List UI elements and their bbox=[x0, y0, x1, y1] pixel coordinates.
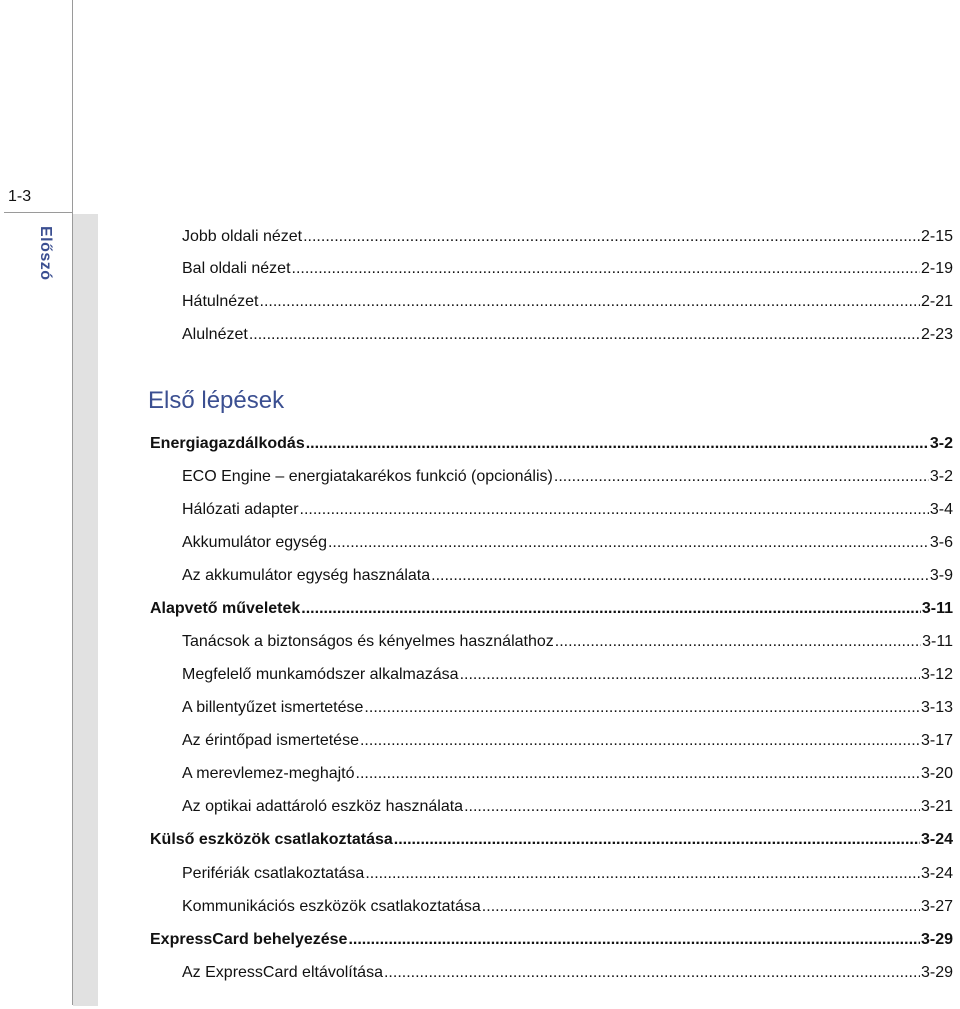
toc-entry-page: 3-24 bbox=[920, 831, 953, 848]
toc-entry-text: A merevlemez-meghajtó bbox=[182, 765, 355, 782]
toc-entry[interactable] bbox=[182, 864, 953, 884]
toc-entry-page: 3-13 bbox=[920, 699, 953, 716]
page-number: 1-3 bbox=[8, 188, 32, 205]
toc-entry[interactable] bbox=[150, 830, 953, 850]
section-heading: Első lépések bbox=[148, 387, 285, 414]
toc-entry-text: Jobb oldali nézet bbox=[182, 228, 303, 245]
toc-entry-text: Bal oldali nézet bbox=[182, 260, 291, 277]
toc-entry-text: ECO Engine – energiatakarékos funkció (opcionális) bbox=[182, 468, 553, 485]
toc-entry[interactable] bbox=[182, 698, 953, 718]
toc-entry[interactable] bbox=[182, 227, 953, 247]
toc-entry[interactable] bbox=[150, 434, 953, 454]
toc-entry-text: Perifériák csatlakoztatása bbox=[182, 865, 365, 882]
toc-entry-page: 3-4 bbox=[929, 501, 953, 518]
toc-entry-text: Hálózati adapter bbox=[182, 501, 299, 518]
toc-entry-text: Az optikai adattároló eszköz használata bbox=[182, 798, 464, 815]
toc-entry-page: 2-21 bbox=[920, 293, 953, 310]
toc-entry-page: 3-29 bbox=[920, 964, 953, 981]
toc-entry-text: Alulnézet bbox=[182, 326, 248, 343]
toc-leader-dots bbox=[360, 731, 920, 751]
toc-leader-dots bbox=[356, 764, 920, 784]
toc-leader-dots bbox=[365, 864, 920, 884]
toc-entry[interactable] bbox=[182, 500, 953, 520]
toc-entry[interactable] bbox=[182, 259, 953, 279]
side-tab bbox=[73, 214, 98, 1006]
toc-leader-dots bbox=[303, 227, 920, 247]
toc-entry[interactable] bbox=[182, 325, 953, 345]
toc-entry[interactable] bbox=[182, 467, 953, 487]
toc-entry-page: 3-9 bbox=[929, 567, 953, 584]
toc-entry-text: Az ExpressCard eltávolítása bbox=[182, 964, 383, 981]
toc-entry-page: 3-12 bbox=[920, 666, 953, 683]
toc-entry-text: Megfelelő munkamódszer alkalmazása bbox=[182, 666, 459, 683]
toc-entry-text: Akkumulátor egység bbox=[182, 534, 327, 551]
toc-entry-page: 3-11 bbox=[922, 633, 953, 650]
toc-entry[interactable] bbox=[182, 665, 953, 685]
toc-leader-dots bbox=[431, 566, 929, 586]
toc-entry-text: Energiagazdálkodás bbox=[150, 435, 305, 452]
toc-leader-dots bbox=[300, 500, 929, 520]
toc-entry[interactable] bbox=[150, 930, 953, 950]
toc-entry-page: 3-17 bbox=[920, 732, 953, 749]
toc-entry-page: 3-2 bbox=[929, 468, 953, 485]
toc-entry-page: 2-15 bbox=[920, 228, 953, 245]
toc-entry-text: Az akkumulátor egység használata bbox=[182, 567, 431, 584]
toc-entry-page: 3-11 bbox=[921, 600, 953, 617]
toc-leader-dots bbox=[328, 533, 929, 553]
toc-entry[interactable] bbox=[182, 533, 953, 553]
toc-leader-dots bbox=[394, 830, 920, 850]
toc-leader-dots bbox=[301, 599, 921, 619]
toc-leader-dots bbox=[364, 698, 920, 718]
toc-entry-page: 2-19 bbox=[920, 260, 953, 277]
side-chapter-title: Előszó bbox=[37, 226, 54, 281]
toc-leader-dots bbox=[292, 259, 920, 279]
toc-entry-text: A billentyűzet ismertetése bbox=[182, 699, 364, 716]
toc-entry-page: 3-20 bbox=[920, 765, 953, 782]
toc-entry-page: 3-24 bbox=[920, 865, 953, 882]
toc-entry-text: Alapvető műveletek bbox=[150, 600, 301, 617]
toc-leader-dots bbox=[384, 963, 920, 983]
toc-entry-page: 3-21 bbox=[920, 798, 953, 815]
toc-entry[interactable] bbox=[182, 566, 953, 586]
toc-entry[interactable] bbox=[182, 797, 953, 817]
toc-entry[interactable] bbox=[182, 764, 953, 784]
toc-entry[interactable] bbox=[182, 292, 953, 312]
toc-entry-page: 3-29 bbox=[920, 931, 953, 948]
toc-leader-dots bbox=[460, 665, 920, 685]
toc-leader-dots bbox=[306, 434, 929, 454]
toc-leader-dots bbox=[554, 467, 929, 487]
toc-entry-text: Az érintőpad ismertetése bbox=[182, 732, 359, 749]
toc-leader-dots bbox=[348, 930, 920, 950]
toc-entry[interactable] bbox=[150, 599, 953, 619]
toc-entry-text: Külső eszközök csatlakoztatása bbox=[150, 831, 393, 848]
toc-leader-dots bbox=[555, 632, 921, 652]
toc-entry-page: 3-6 bbox=[929, 534, 953, 551]
page-number-rule bbox=[4, 212, 73, 213]
toc-entry[interactable] bbox=[182, 897, 953, 917]
toc-leader-dots bbox=[260, 292, 920, 312]
toc-entry-text: Tanácsok a biztonságos és kényelmes használathoz bbox=[182, 633, 554, 650]
toc-leader-dots bbox=[482, 897, 920, 917]
toc-entry[interactable] bbox=[182, 632, 953, 652]
toc-entry-page: 3-2 bbox=[929, 435, 953, 452]
toc-leader-dots bbox=[464, 797, 920, 817]
toc-entry-page: 2-23 bbox=[920, 326, 953, 343]
toc-entry-page: 3-27 bbox=[920, 898, 953, 915]
toc-entry[interactable] bbox=[182, 731, 953, 751]
toc-entry-text: ExpressCard behelyezése bbox=[150, 931, 348, 948]
toc-entry-text: Kommunikációs eszközök csatlakoztatása bbox=[182, 898, 481, 915]
toc-entry[interactable] bbox=[182, 963, 953, 983]
toc-entry-text: Hátulnézet bbox=[182, 293, 259, 310]
toc-leader-dots bbox=[249, 325, 920, 345]
